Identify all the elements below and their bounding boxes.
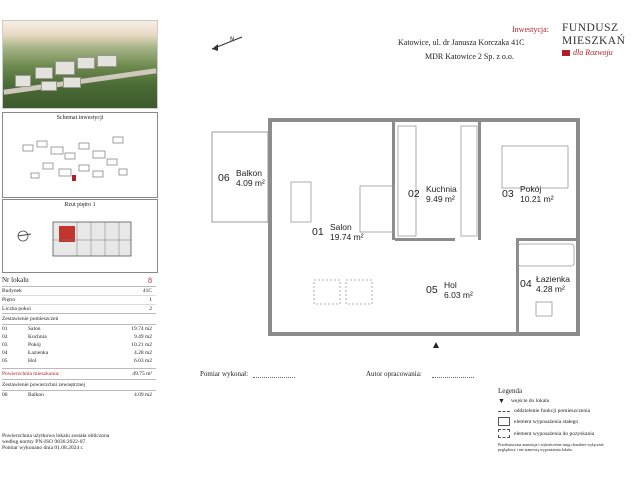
rooms-header: Zestawienie pomieszczeń bbox=[2, 314, 156, 325]
room-04-area: 4.28 m² bbox=[536, 284, 565, 294]
room-02-name: Kuchnia bbox=[426, 184, 457, 194]
company-name: MDR Katowice 2 Sp. z o.o. bbox=[425, 52, 514, 61]
entrance-arrow-icon: ▼ bbox=[498, 397, 505, 405]
room-06-area: 4.09 m² bbox=[236, 178, 265, 188]
unit-info-table: Nr lokalu 8 Budynek 41C Piętro 1 Liczba pokoi 2 Zestawienie pomieszczeń 01 Salon 19.74 m2 02 Kuchnia 9.49 m2 03 Pokój 10.21 m2 04 Łazienka 4.28 m2 05 Hol 6.03 m2 Powierzchnia mieszkania: 49.75 m² Zestawienie powierzchni zewnętrznej 06 Balkon 4.09 m2 bbox=[2, 276, 156, 399]
outdoor-row: 06 Balkon 4.09 m2 bbox=[2, 392, 152, 398]
room-03-name: Pokój bbox=[520, 184, 542, 194]
room-01-number: 01 bbox=[312, 226, 324, 238]
room-04-name: Łazienka bbox=[536, 274, 571, 284]
unit-number-value: 8 bbox=[148, 276, 152, 285]
room-02-area: 9.49 m² bbox=[426, 194, 455, 204]
investment-address: Katowice, ul. dr Janusza Korczaka 41C bbox=[398, 38, 525, 47]
floor-plan-mini bbox=[2, 199, 158, 273]
outdoor-header: Zestawienie powierzchni zewnętrznej bbox=[2, 380, 156, 391]
room-05-name: Hol bbox=[444, 280, 457, 290]
measured-by-label: Pomiar wykonał: bbox=[200, 370, 249, 378]
room-row: 03 Pokój 10.21 m2 bbox=[2, 342, 152, 348]
svg-text:N: N bbox=[230, 36, 235, 43]
legend: Legenda ▼ wejście do lokalu oddzielenie funkcji pomieszczenia element wyposażenia stałego element wyposażenia do pozyskania Przedstawiona aranżacja i wykończenie mają charakter wyłącznie poglądowy i nie stanowią wyposażenia lokalu. bbox=[498, 387, 638, 452]
investment-scheme bbox=[2, 112, 158, 198]
room-05-number: 05 bbox=[426, 284, 438, 296]
fundusz-logo: FUNDUSZ MIESZKAŃ dla Rozwoju bbox=[562, 22, 626, 57]
room-06-number: 06 bbox=[218, 172, 230, 184]
north-arrow-icon bbox=[208, 33, 246, 53]
room-01-name: Salon bbox=[330, 222, 352, 232]
investment-label: Inwestycja: bbox=[512, 25, 549, 34]
room-05-area: 6.03 m² bbox=[444, 290, 473, 300]
room-02-number: 02 bbox=[408, 188, 420, 200]
scheme-title: Schemat inwestycji bbox=[56, 115, 104, 121]
room-row: 04 Łazienka 4.28 m2 bbox=[2, 350, 152, 356]
apartment-floor-plan bbox=[206, 112, 586, 348]
room-03-number: 03 bbox=[502, 188, 514, 200]
optional-equipment-icon bbox=[498, 429, 510, 438]
room-06-name: Balkon bbox=[236, 168, 262, 178]
investment-photo bbox=[2, 20, 158, 109]
room-row: 02 Kuchnia 9.49 m2 bbox=[2, 334, 152, 340]
usable-area-label: Powierzchnia mieszkania: bbox=[2, 371, 60, 377]
author-label: Autor opracowania: bbox=[366, 370, 422, 378]
legend-title: Legenda bbox=[498, 387, 523, 395]
room-row: 05 Hol 6.03 m2 bbox=[2, 358, 152, 364]
unit-number-label: Nr lokalu bbox=[2, 276, 29, 284]
room-04-number: 04 bbox=[520, 278, 532, 290]
room-03-area: 10.21 m² bbox=[520, 194, 554, 204]
room-01-area: 19.74 m² bbox=[330, 232, 364, 242]
fixed-equipment-icon bbox=[498, 417, 510, 426]
divider-line-icon bbox=[498, 411, 510, 412]
room-row: 01 Salon 19.74 m2 bbox=[2, 326, 152, 332]
usable-area-value: 49.75 m² bbox=[132, 371, 152, 377]
floor-plan-title: Rzut piętro 1 bbox=[64, 202, 96, 208]
area-notes: Powierzchnia użytkowa lokalu została obliczona według normy PN-ISO 9836:2022-07. Pomiar wykonano dnia 01.08.2024 r. bbox=[2, 433, 110, 451]
